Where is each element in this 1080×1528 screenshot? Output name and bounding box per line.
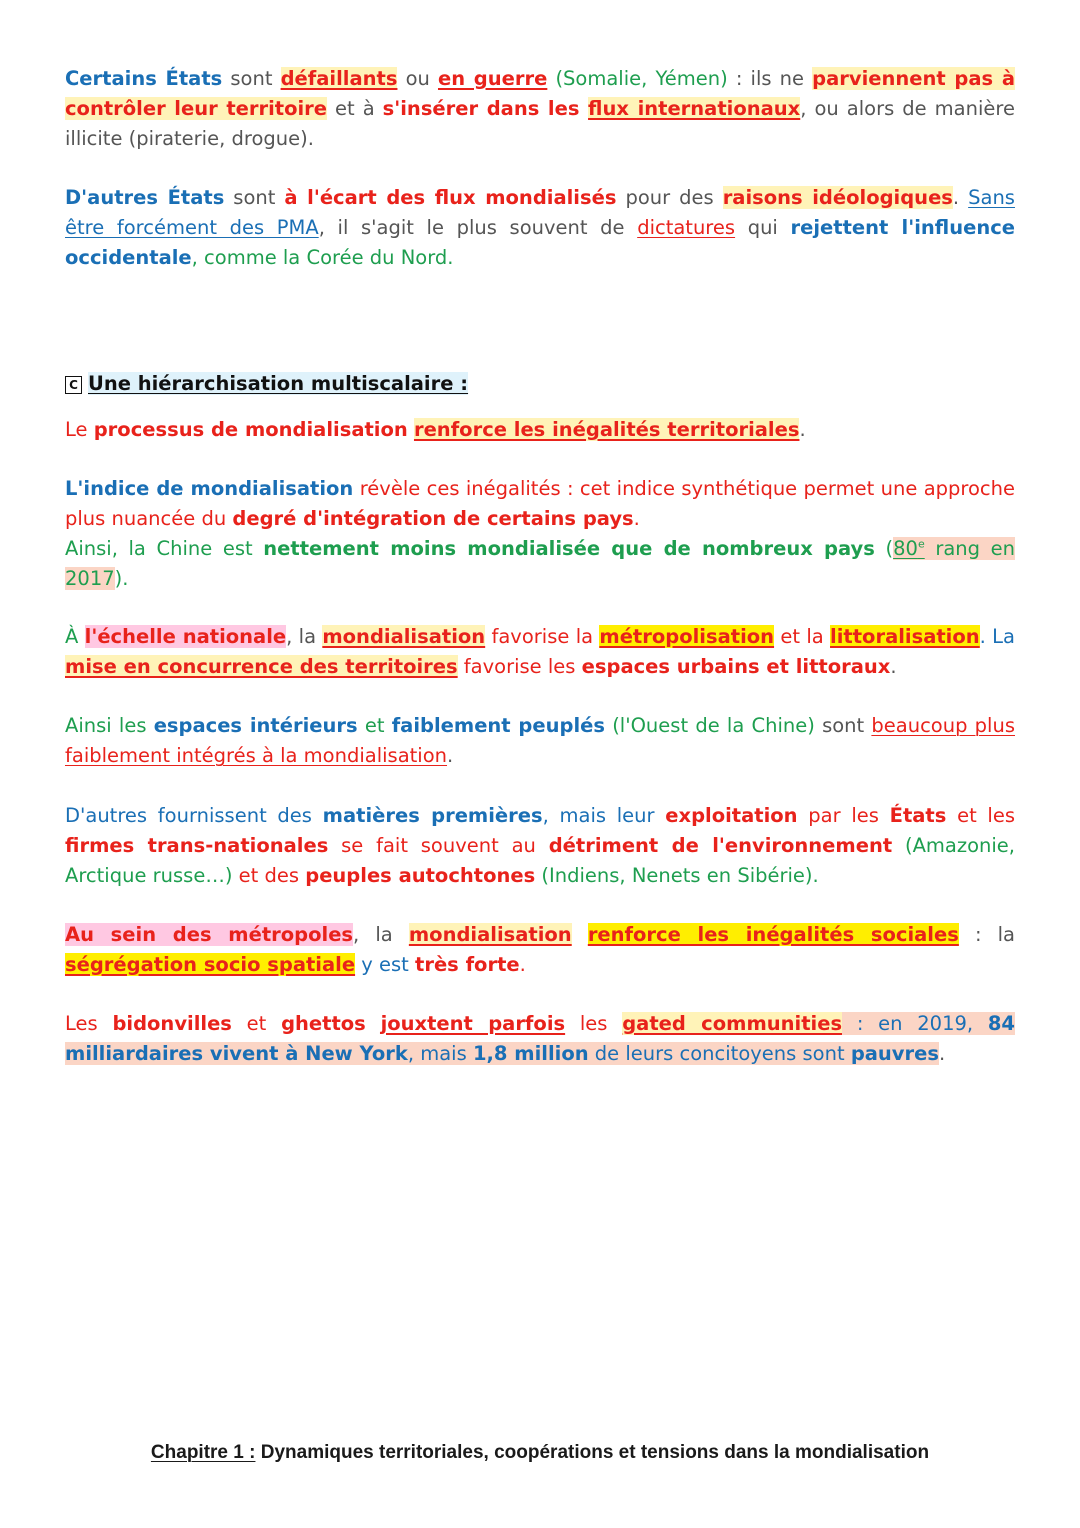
text-segment: . [938,1042,946,1065]
text-segment: s'insérer dans les [382,97,589,120]
paragraph-slums [65,1009,1015,1069]
text-segment: Sans être forcément des PMA [65,186,1015,239]
text-segment: et la [774,625,831,648]
footer-chapter-label: Chapitre 1 : [150,1442,256,1463]
paragraph-raw-materials [65,801,1015,891]
paragraph-process [65,415,1015,445]
text-segment: cet indice synthétique permet une approche plus nuancée du [65,477,1016,530]
text-segment: L'indice de mondialisation [65,477,354,500]
text-segment: D'autres États [65,186,225,209]
text-segment: renforce les inégalités territoriales [413,418,800,441]
text-segment: Certains États [65,67,223,90]
paragraph-metropolises [65,920,1015,980]
text-segment: (Somalie, Yémen) [547,67,728,90]
text-segment: parviennent pas à contrôler leur territoire [65,67,1016,120]
text-segment: littoralisation [830,625,980,648]
section-heading [65,369,468,399]
text-segment: Ainsi, la Chine est [65,537,264,560]
text-segment: et [231,1012,282,1035]
text-segment: (l'Ouest de la Chine) [604,714,815,737]
text-segment: favorise les [457,655,582,678]
text-segment: États [889,804,947,827]
text-segment: bidonvilles [112,1012,232,1035]
text-segment: beaucoup plus faiblement intégrés à la mondialisation [65,714,1015,767]
text-segment: ou [397,67,438,90]
text-segment: mise en concurrence des territoires [65,655,458,678]
text-segment: . [799,418,806,441]
text-segment: flux internationaux [588,97,801,120]
text-segment: les [565,1012,623,1035]
text-segment: et à [327,97,383,120]
text-segment: défaillants [280,67,398,90]
text-segment: , la [286,625,323,648]
text-segment: . [952,186,969,209]
paragraph-national-scale [65,622,1015,682]
text-segment: et [357,714,392,737]
text-segment: e [917,537,925,551]
text-segment [572,923,588,946]
text-segment: Ainsi les [65,714,154,737]
paragraph-failed-states [65,64,1015,154]
text-segment: (Amazonie, Arctique russe…) [65,834,1015,887]
text-segment: , mais [407,1042,473,1065]
text-segment: sont [222,67,281,90]
text-segment: 80 [893,537,918,560]
text-segment: D'autres fournissent des [65,804,323,827]
text-segment: exploitation [665,804,798,827]
paragraph-isolated-states [65,183,1015,273]
text-segment: et des [232,864,306,887]
text-segment: gated communities [622,1012,843,1035]
text-segment: , il s'agit le plus souvent de [318,216,638,239]
text-segment: . [519,953,526,976]
text-segment: sont [224,186,285,209]
text-segment: favorise la [485,625,600,648]
text-segment: espaces intérieurs [153,714,358,737]
text-segment: firmes trans-nationales [65,834,329,857]
text-segment: ( [874,537,894,560]
text-segment: et les [946,804,1015,827]
text-segment: 1,8 million [472,1042,589,1065]
text-segment: matières premières [322,804,543,827]
text-segment: , mais leur [542,804,666,827]
text-segment: Le [65,418,94,441]
page-footer [0,1440,1080,1466]
footer-chapter-title: Dynamiques territoriales, coopérations et tensions dans la mondialisation [255,1442,930,1463]
text-segment: processus de mondialisation [93,418,408,441]
text-segment: pour des [616,186,723,209]
text-segment: , comme la Corée du Nord. [191,246,454,269]
text-segment: ). [114,567,129,590]
text-segment: en guerre [437,67,548,90]
text-segment: , ou alors de manière illicite (piraterie, drogue). [65,97,1015,150]
text-segment: Les [65,1012,113,1035]
text-segment: nettement moins mondialisée que de nombreux pays [263,537,875,560]
text-segment: rang en 2017 [65,537,1016,590]
text-segment: faiblement peuplés [391,714,605,737]
text-segment: à l'écart des flux mondialisés [284,186,617,209]
text-segment: Au sein des métropoles [65,923,354,946]
text-segment: . [890,655,897,678]
text-segment: mondialisation [408,923,572,946]
paragraph-index [65,474,1015,594]
text-segment [893,537,925,560]
text-segment: y est [355,953,416,976]
text-segment: dictatures [637,216,736,239]
text-segment: jouxtent parfois [380,1012,566,1035]
text-segment: qui [735,216,791,239]
text-segment: 84 milliardaires vivent à New York [65,1012,1015,1065]
text-segment: À [65,625,85,648]
text-segment: espaces urbains et littoraux [581,655,891,678]
text-segment: degré d'intégration de certains pays [232,507,634,530]
text-segment: . [633,507,640,530]
text-segment: métropolisation [599,625,775,648]
text-segment: détriment de l'environnement [548,834,893,857]
text-segment: ségrégation socio spatiale [65,953,356,976]
text-segment: , la [353,923,409,946]
text-segment: peuples autochtones [305,864,536,887]
text-segment: sont [814,714,872,737]
text-segment: : la [958,923,1016,946]
text-segment: très forte [415,953,520,976]
text-segment: : en 2019, [842,1012,988,1035]
paragraph-interior-spaces [65,711,1015,771]
text-segment: de leurs concitoyens sont [588,1042,851,1065]
text-segment: : ils ne [727,67,813,90]
text-segment: révèle ces inégalités : [353,477,580,500]
section-letter-box: C [65,376,82,394]
text-segment: pauvres [850,1042,939,1065]
text-segment: l'échelle nationale [84,625,287,648]
text-segment: mondialisation [322,625,486,648]
text-segment: rejettent l'influence occidentale [65,216,1015,269]
text-segment: par les [797,804,890,827]
text-segment: ghettos [281,1012,366,1035]
text-segment: . [447,744,454,767]
text-segment: renforce les inégalités sociales [587,923,959,946]
section-title: Une hiérarchisation multiscalaire : [88,372,469,395]
text-segment: raisons idéologiques [722,186,953,209]
text-segment: se fait souvent au [328,834,549,857]
text-segment: . La [979,625,1015,648]
text-segment: (Indiens, Nenets en Sibérie). [535,864,819,887]
text-segment [366,1012,381,1035]
